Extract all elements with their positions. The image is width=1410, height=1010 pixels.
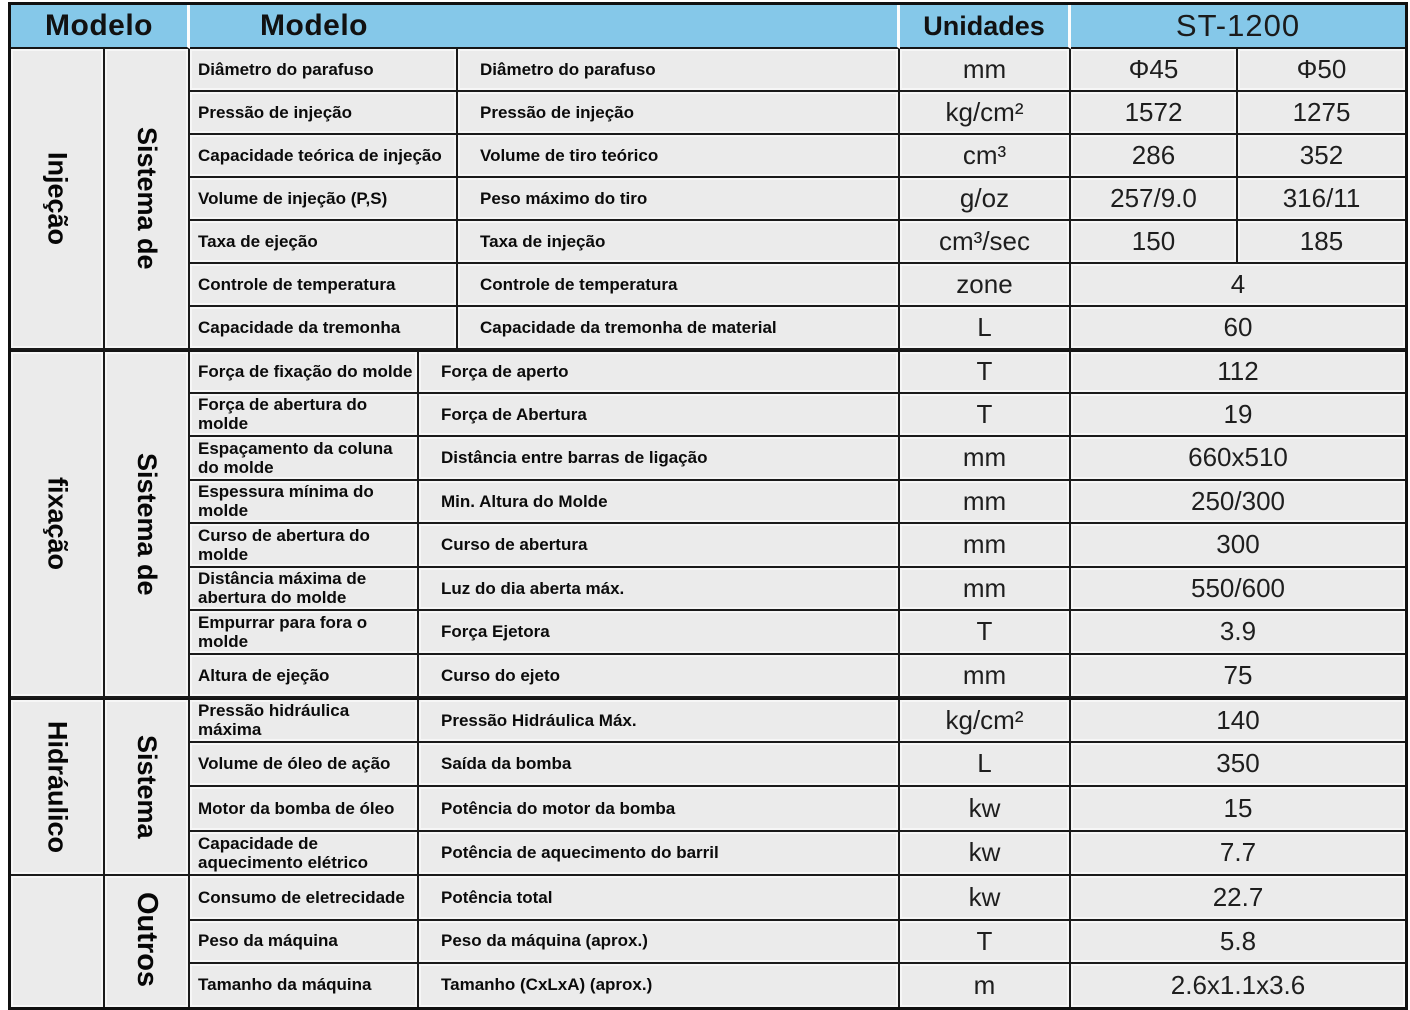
value-cell-merged: 300 [1071, 524, 1405, 568]
spec-row [190, 135, 1405, 178]
value-cell-1: Φ45 [1071, 49, 1238, 92]
value-cell-merged: 7.7 [1071, 832, 1405, 877]
header-model-right: Modelo [190, 5, 900, 49]
unit-cell: mm [900, 568, 1071, 612]
value-cell-2: 316/11 [1238, 178, 1405, 221]
value-cell-2: 352 [1238, 135, 1405, 178]
unit-cell: mm [900, 655, 1071, 699]
param-label-alt: Potência total [419, 876, 900, 921]
spec-row [190, 264, 1405, 307]
param-label-alt: Capacidade da tremonha de material [458, 307, 900, 350]
value-cell-merged: 112 [1071, 350, 1405, 394]
unit-cell: kg/cm² [900, 92, 1071, 135]
value-cell-merged: 250/300 [1071, 481, 1405, 525]
subgroup-label-sistema-hidraulico [105, 698, 190, 876]
group-label-text: fixação [42, 477, 73, 571]
header-units: Unidades [900, 5, 1071, 49]
unit-cell: kw [900, 876, 1071, 921]
unit-cell: L [900, 743, 1071, 788]
value-cell-1: 1572 [1071, 92, 1238, 135]
unit-cell: T [900, 611, 1071, 655]
param-label-pt: Capacidade de aquecimento elétrico [190, 832, 419, 877]
group-label-hidraulico [11, 698, 105, 876]
param-label-alt: Controle de temperatura [458, 264, 900, 307]
param-label-pt: Consumo de eletrecidade [190, 876, 419, 921]
spec-row [190, 437, 1405, 481]
value-cell-1: 286 [1071, 135, 1238, 178]
spec-row [190, 178, 1405, 221]
value-cell-1: 150 [1071, 221, 1238, 264]
param-label-alt: Saída da bomba [419, 743, 900, 788]
param-label-alt: Peso da máquina (aprox.) [419, 921, 900, 964]
param-label-alt: Potência de aquecimento do barril [419, 832, 900, 877]
param-label-pt: Tamanho da máquina [190, 964, 419, 1007]
value-cell-merged: 22.7 [1071, 876, 1405, 921]
value-cell-merged: 75 [1071, 655, 1405, 699]
unit-cell: kg/cm² [900, 698, 1071, 743]
unit-cell: mm [900, 481, 1071, 525]
subgroup-label-text: Outros [131, 892, 163, 988]
group-label-text: Injeção [42, 151, 73, 246]
unit-cell: mm [900, 524, 1071, 568]
param-label-pt: Distância máxima de abertura do molde [190, 568, 419, 612]
spec-row [190, 394, 1405, 438]
param-label-alt: Volume de tiro teórico [458, 135, 900, 178]
value-cell-merged: 3.9 [1071, 611, 1405, 655]
param-label-alt: Pressão Hidráulica Máx. [419, 698, 900, 743]
value-cell-merged: 2.6x1.1x3.6 [1071, 964, 1405, 1007]
param-label-alt: Força Ejetora [419, 611, 900, 655]
param-label-pt: Diâmetro do parafuso [190, 49, 458, 92]
group-label-empty [11, 876, 105, 1007]
param-label-pt: Capacidade teórica de injeção [190, 135, 458, 178]
spec-row [190, 221, 1405, 264]
unit-cell: T [900, 350, 1071, 394]
spec-row [190, 92, 1405, 135]
spec-row [190, 698, 1405, 743]
value-cell-merged: 15 [1071, 787, 1405, 832]
subgroup-column [105, 49, 190, 1007]
unit-cell: cm³ [900, 135, 1071, 178]
group-label-text: Hidráulico [42, 720, 73, 854]
param-label-alt: Peso máximo do tiro [458, 178, 900, 221]
spec-row [190, 568, 1405, 612]
subgroup-label-sistema-de-injecao [105, 49, 190, 350]
spec-row [190, 655, 1405, 699]
param-label-alt: Distância entre barras de ligação [419, 437, 900, 481]
spec-row [190, 921, 1405, 964]
param-label-pt: Capacidade da tremonha [190, 307, 458, 350]
unit-cell: zone [900, 264, 1071, 307]
value-cell-2: 1275 [1238, 92, 1405, 135]
group-label-fixacao [11, 350, 105, 698]
value-cell-merged: 350 [1071, 743, 1405, 788]
param-label-alt: Força de aperto [419, 350, 900, 394]
param-label-pt: Espaçamento da coluna do molde [190, 437, 419, 481]
group-column [11, 49, 105, 1007]
header-model-left: Modelo [11, 5, 190, 49]
unit-cell: g/oz [900, 178, 1071, 221]
param-label-alt: Taxa de injeção [458, 221, 900, 264]
param-label-alt: Potência do motor da bomba [419, 787, 900, 832]
unit-cell: cm³/sec [900, 221, 1071, 264]
subgroup-label-text: Sistema de [132, 452, 162, 596]
param-label-alt: Diâmetro do parafuso [458, 49, 900, 92]
unit-cell: m [900, 964, 1071, 1007]
subgroup-label-sistema-de-fixacao [105, 350, 190, 698]
param-label-alt: Tamanho (CxLxA) (aprox.) [419, 964, 900, 1007]
param-label-pt: Espessura mínima do molde [190, 481, 419, 525]
spec-row [190, 876, 1405, 921]
spec-row [190, 49, 1405, 92]
spec-row [190, 307, 1405, 350]
param-label-pt: Curso de abertura do molde [190, 524, 419, 568]
value-cell-2: Φ50 [1238, 49, 1405, 92]
param-label-pt: Força de abertura do molde [190, 394, 419, 438]
value-cell-1: 257/9.0 [1071, 178, 1238, 221]
value-cell-merged: 5.8 [1071, 921, 1405, 964]
param-label-pt: Força de fixação do molde [190, 350, 419, 394]
subgroup-label-text: Sistema de [132, 127, 162, 270]
header-model-value: ST-1200 [1071, 5, 1405, 49]
table-header [11, 5, 1405, 49]
value-cell-2: 185 [1238, 221, 1405, 264]
param-label-alt: Min. Altura do Molde [419, 481, 900, 525]
unit-cell: kw [900, 832, 1071, 877]
param-label-pt: Volume de óleo de ação [190, 743, 419, 788]
unit-cell: L [900, 307, 1071, 350]
spec-row [190, 481, 1405, 525]
spec-table [8, 2, 1408, 1010]
unit-cell: mm [900, 437, 1071, 481]
rows-area [190, 49, 1405, 1007]
param-label-pt: Taxa de ejeção [190, 221, 458, 264]
param-label-pt: Controle de temperatura [190, 264, 458, 307]
value-cell-merged: 19 [1071, 394, 1405, 438]
spec-row [190, 350, 1405, 394]
param-label-pt: Pressão de injeção [190, 92, 458, 135]
param-label-pt: Peso da máquina [190, 921, 419, 964]
unit-cell: kw [900, 787, 1071, 832]
param-label-alt: Curso do ejeto [419, 655, 900, 699]
spec-row [190, 787, 1405, 832]
unit-cell: T [900, 921, 1071, 964]
param-label-pt: Motor da bomba de óleo [190, 787, 419, 832]
value-cell-merged: 660x510 [1071, 437, 1405, 481]
unit-cell: T [900, 394, 1071, 438]
unit-cell: mm [900, 49, 1071, 92]
value-cell-merged: 140 [1071, 698, 1405, 743]
value-cell-merged: 550/600 [1071, 568, 1405, 612]
subgroup-label-outros [105, 876, 190, 1007]
param-label-pt: Altura de ejeção [190, 655, 419, 699]
param-label-alt: Luz do dia aberta máx. [419, 568, 900, 612]
param-label-alt: Curso de abertura [419, 524, 900, 568]
param-label-alt: Pressão de injeção [458, 92, 900, 135]
param-label-pt: Pressão hidráulica máxima [190, 698, 419, 743]
group-label-injecao [11, 49, 105, 350]
param-label-pt: Empurrar para fora o molde [190, 611, 419, 655]
spec-row [190, 964, 1405, 1007]
spec-row [190, 524, 1405, 568]
param-label-pt: Volume de injeção (P,S) [190, 178, 458, 221]
subgroup-label-text: Sistema [132, 735, 162, 839]
spec-row [190, 743, 1405, 788]
spec-row [190, 611, 1405, 655]
spec-row [190, 832, 1405, 877]
value-cell-merged: 4 [1071, 264, 1405, 307]
param-label-alt: Força de Abertura [419, 394, 900, 438]
value-cell-merged: 60 [1071, 307, 1405, 350]
